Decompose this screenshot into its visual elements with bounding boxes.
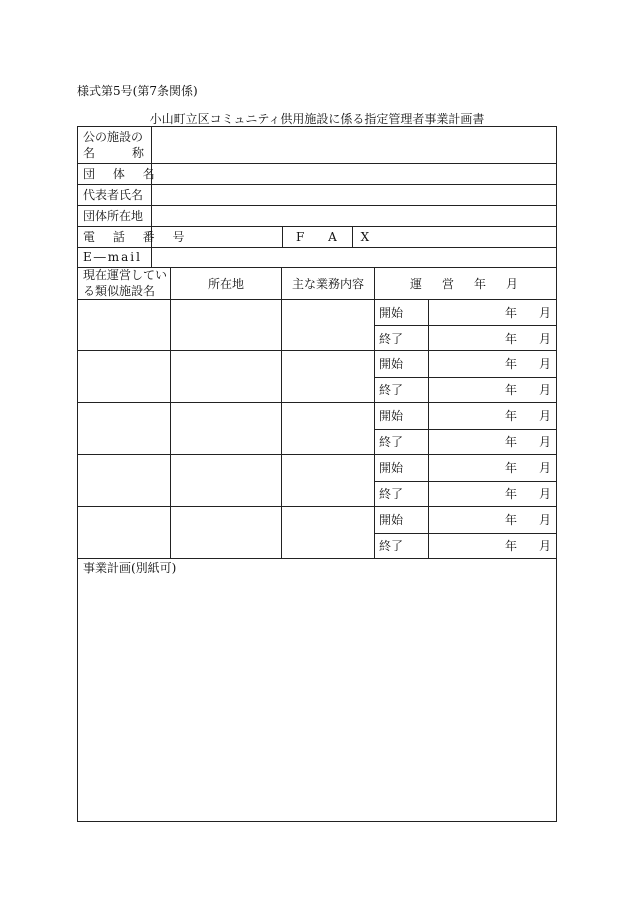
location-cell[interactable] [174, 457, 278, 504]
form-number: 様式第5号(第7条関係) [77, 84, 198, 98]
end-year-label: 年 [505, 539, 518, 553]
end-label: 終了 [379, 383, 404, 397]
group-name-label: 団 体 名 [83, 167, 162, 181]
end-month-label: 月 [539, 539, 552, 553]
start-label: 開始 [379, 357, 404, 371]
representative-field[interactable] [155, 187, 553, 203]
facility-name-cell[interactable] [81, 457, 167, 504]
business-cell[interactable] [285, 353, 371, 400]
start-label: 開始 [379, 461, 404, 475]
similar-facility-header-line2: る類似施設名 [83, 284, 156, 298]
end-year-label: 年 [505, 332, 518, 346]
operation-period-header: 運 営 年 月 [409, 277, 522, 291]
facility-name-cell[interactable] [81, 509, 167, 556]
phone-field[interactable] [155, 229, 279, 245]
end-label: 終了 [379, 487, 404, 501]
document-title: 小山町立区コミュニティ供用施設に係る指定管理者事業計画書 [149, 112, 485, 126]
start-month-label: 月 [539, 306, 552, 320]
start-label: 開始 [379, 306, 404, 320]
business-header: 主な業務内容 [291, 277, 364, 291]
end-year-label: 年 [505, 435, 518, 449]
email-field[interactable] [155, 250, 553, 265]
end-year-label: 年 [505, 383, 518, 397]
business-cell[interactable] [285, 302, 371, 348]
fax-field[interactable] [356, 229, 553, 245]
facility-name-cell[interactable] [81, 405, 167, 452]
end-label: 終了 [379, 539, 404, 553]
group-name-field[interactable] [155, 166, 553, 182]
facility-name-label-line2-a: 名 [83, 146, 96, 160]
end-month-label: 月 [539, 383, 552, 397]
start-year-label: 年 [505, 357, 518, 371]
business-cell[interactable] [285, 509, 371, 556]
location-cell[interactable] [174, 405, 278, 452]
business-cell[interactable] [285, 457, 371, 504]
representative-label: 代表者氏名 [83, 188, 144, 202]
end-month-label: 月 [539, 332, 552, 346]
facility-name-field[interactable] [155, 131, 553, 161]
facility-name-label-line2-b: 称 [132, 146, 145, 160]
start-month-label: 月 [539, 357, 552, 371]
fax-label: F A X [296, 230, 380, 244]
location-cell[interactable] [174, 302, 278, 348]
email-label: E―mail [83, 250, 142, 264]
business-plan-field[interactable] [77, 558, 556, 821]
start-year-label: 年 [505, 513, 518, 527]
end-month-label: 月 [539, 435, 552, 449]
business-plan-label: 事業計画(別紙可) [83, 561, 177, 575]
start-month-label: 月 [539, 513, 552, 527]
facility-name-cell[interactable] [81, 353, 167, 400]
location-cell[interactable] [174, 509, 278, 556]
facility-name-label-line1: 公の施設の [83, 130, 144, 144]
business-cell[interactable] [285, 405, 371, 452]
phone-label: 電 話 番 号 [83, 230, 192, 244]
end-month-label: 月 [539, 487, 552, 501]
facility-name-cell[interactable] [81, 302, 167, 348]
address-field[interactable] [155, 208, 553, 224]
start-label: 開始 [379, 513, 404, 527]
similar-facility-header-line1: 現在運営してい [83, 268, 168, 282]
end-label: 終了 [379, 435, 404, 449]
location-header: 所在地 [207, 277, 244, 291]
start-month-label: 月 [539, 461, 552, 475]
location-cell[interactable] [174, 353, 278, 400]
end-label: 終了 [379, 332, 404, 346]
start-label: 開始 [379, 409, 404, 423]
start-year-label: 年 [505, 306, 518, 320]
start-year-label: 年 [505, 461, 518, 475]
end-year-label: 年 [505, 487, 518, 501]
start-month-label: 月 [539, 409, 552, 423]
address-label: 団体所在地 [83, 209, 144, 223]
start-year-label: 年 [505, 409, 518, 423]
